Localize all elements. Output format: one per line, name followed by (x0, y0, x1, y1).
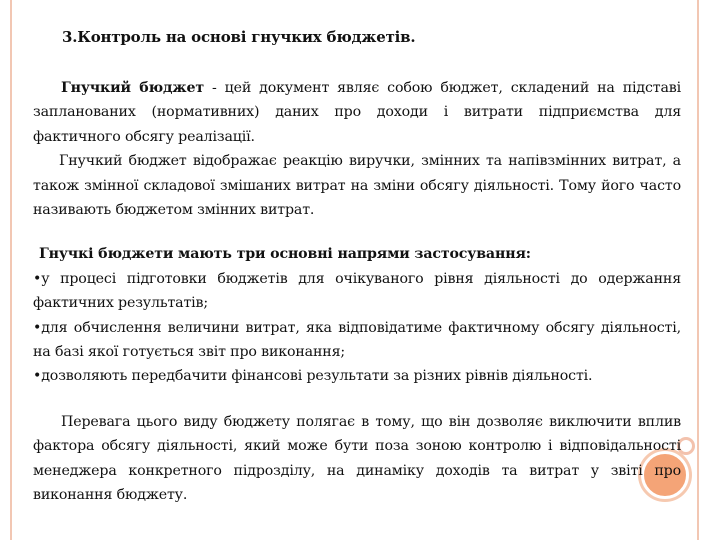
slide-title: 3.Контроль на основі гнучких бюджетів. (62, 28, 416, 46)
paragraph-definition (33, 76, 681, 149)
list-item-text: дозволяють передбачити фінансові результати за різних рівнів діяльності. (41, 368, 593, 385)
list-item (33, 267, 681, 316)
list-item-text: для обчислення величини витрат, яка відповідатиме фактичному обсягу діяльності, на базі якої готується звіт про виконання; (33, 319, 681, 361)
spacer (33, 222, 681, 242)
list-item (33, 364, 681, 388)
right-border-line (697, 0, 699, 540)
left-border-line (10, 0, 12, 540)
paragraph-advantage: Перевага цього виду бюджету полягає в тому, що він дозволяє виключити вплив фактора обсягу діяльності, який може бути поза зоною контролю і відповідальності менеджера конкретного підрозділу, на динаміку доходів та витрат у звіті про виконання бюджету. (33, 413, 681, 504)
slide-body (33, 76, 681, 508)
bullet-icon: • (33, 319, 42, 336)
list-heading: Гнучкі бюджети мають три основні напрями застосування: (39, 246, 531, 263)
list-item-text: у процесі підготовки бюджетів для очікуваного рівня діяльності до одержання фактичних результатів; (33, 270, 681, 312)
paragraph-reaction: Гнучкий бюджет відображає реакцію виручки, змінних та напівзмінних витрат, а також змінної складової змішаних витрат на зміни обсягу діяльності. Тому його часто називають бюджетом змінних витрат. (33, 153, 681, 219)
definition-text: - цей документ являє собою бюджет, складений на підставі запланованих (нормативних) даних про доходи і витрати підприємства для фактичного обсягу реалізації. (33, 80, 682, 145)
spacer (33, 389, 681, 410)
bullet-icon: • (33, 270, 42, 287)
term-flexible-budget: Гнучкий бюджет (61, 80, 205, 96)
bullet-icon: • (33, 368, 42, 385)
list-item (33, 316, 681, 365)
